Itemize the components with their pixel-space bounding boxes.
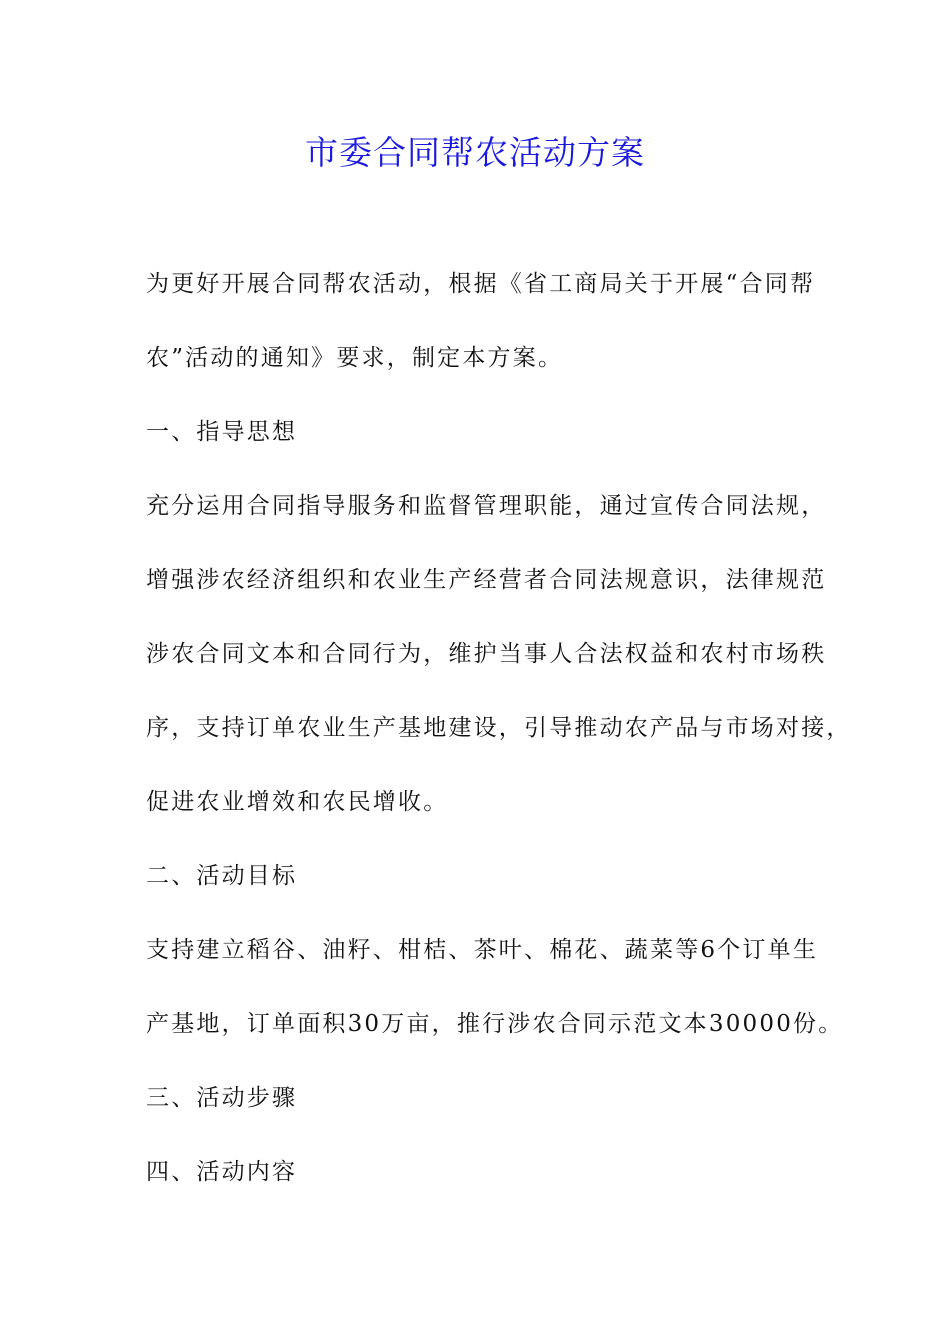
section-heading-guiding-ideology: 一、指导思想	[146, 419, 298, 445]
paragraph-guiding-line-4: 序，支持订单农业生产基地建设，引导推动农产品与市场对接，	[146, 715, 852, 741]
paragraph-goals-line-2: 产基地，订单面积30万亩，推行涉农合同示范文本30000份。	[146, 1011, 844, 1037]
paragraph-guiding-line-5: 促进农业增效和农民增收。	[146, 789, 449, 815]
section-heading-activity-steps: 三、活动步骤	[146, 1085, 298, 1111]
section-heading-activity-goals: 二、活动目标	[146, 863, 298, 889]
document-body	[146, 262, 852, 1224]
section-heading-activity-content: 四、活动内容	[146, 1159, 298, 1185]
paragraph-guiding-line-1: 充分运用合同指导服务和监督管理职能，通过宣传合同法规，	[146, 493, 827, 519]
paragraph-intro-line-1: 为更好开展合同帮农活动，根据《省工商局关于开展“合同帮	[146, 271, 816, 297]
paragraph-guiding-line-2: 增强涉农经济组织和农业生产经营者合同法规意识，法律规范	[146, 567, 827, 593]
document-title: 市委合同帮农活动方案	[305, 133, 645, 172]
paragraph-goals-line-1: 支持建立稻谷、油籽、柑桔、茶叶、棉花、蔬菜等6个订单生	[146, 937, 819, 963]
paragraph-guiding-line-3: 涉农合同文本和合同行为，维护当事人合法权益和农村市场秩	[146, 641, 827, 667]
paragraph-intro-line-2: 农”活动的通知》要求，制定本方案。	[146, 345, 564, 371]
